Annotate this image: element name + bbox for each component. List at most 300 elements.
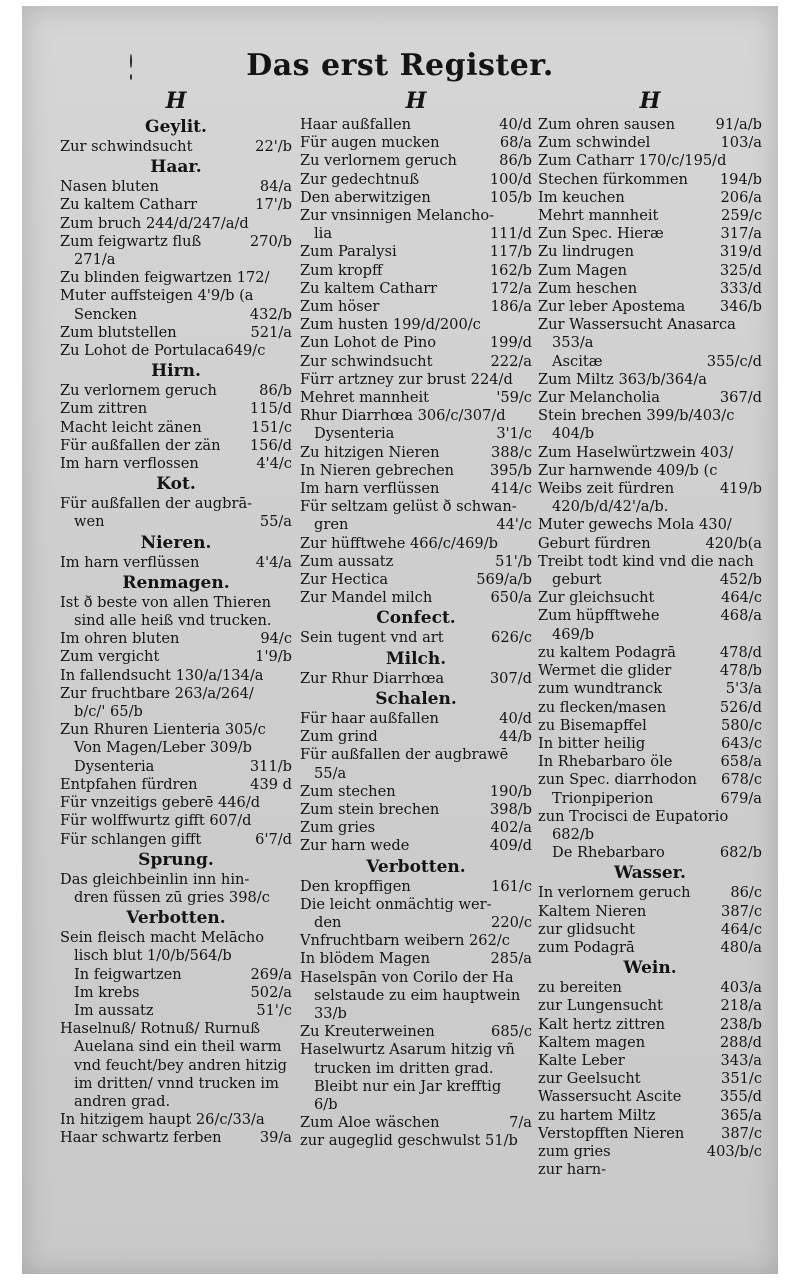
index-subheading: [60, 532, 292, 554]
entry-text: In hitzigem haupt 26/c/33/a: [60, 1111, 265, 1129]
page-reference: 311/b: [249, 757, 292, 775]
page-reference: 285/a: [490, 950, 532, 968]
page-reference: 521/a: [250, 323, 292, 341]
entry-text: Dysenteria: [74, 757, 155, 775]
entry-text: Zur Wassersucht Anasarca: [538, 316, 736, 334]
entry-text: Macht leicht zänen: [60, 418, 202, 436]
index-entry: [300, 189, 532, 207]
page-reference: 288/d: [719, 1033, 762, 1051]
entry-text: Nasen bluten: [60, 178, 159, 196]
entry-text: Trionpiperion: [552, 789, 654, 807]
index-entry: [300, 837, 532, 855]
entry-text: Im krebs: [74, 983, 140, 1001]
entry-text: Wein.: [623, 958, 677, 979]
entry-text: Zum Haselwürtzwein 403/: [538, 443, 734, 461]
entry-text: Milch.: [385, 648, 447, 669]
index-entry: [538, 316, 762, 334]
index-entry: [538, 1125, 762, 1143]
page-reference: 626/c: [491, 629, 532, 647]
index-entry: [538, 280, 762, 298]
index-entry: [60, 495, 292, 513]
entry-text: Für vnzeitigs geberē 446/d: [60, 794, 261, 812]
index-entry: [300, 152, 532, 170]
entry-text: Zun Spec. Hieræ: [538, 225, 664, 243]
page-reference: 365/a: [720, 1106, 762, 1124]
index-entry: [300, 353, 532, 371]
index-entry: [300, 1060, 532, 1078]
entry-text: wen: [74, 513, 105, 531]
entry-text: Zum Catharr 170/c/195/d: [538, 152, 727, 170]
entry-text: zun Spec. diarrhodon: [538, 771, 697, 789]
entry-text: zum Podagrā: [538, 938, 635, 956]
entry-text: In Nieren gebrechen: [300, 461, 455, 479]
entry-text: zur harn-: [538, 1161, 607, 1179]
index-subheading: [300, 688, 532, 710]
entry-text: 271/a: [74, 251, 116, 269]
page-reference: 44/b: [499, 728, 532, 746]
index-entry: [538, 735, 762, 753]
index-entry: [300, 1114, 532, 1132]
entry-text: Stechen fürkommen: [538, 170, 688, 188]
index-entry: [60, 215, 292, 233]
entry-text: Bleibt nur ein Jar krefftig: [314, 1077, 502, 1095]
page-reference: 17'/b: [255, 196, 292, 214]
page-reference: 7/a: [509, 1114, 532, 1132]
page-reference: 464/c: [721, 589, 762, 607]
section-letter: H: [639, 88, 661, 114]
page-reference: 51'/b: [495, 552, 532, 570]
index-entry: [300, 316, 532, 334]
page-reference: 569/a/b: [476, 571, 532, 589]
page-reference: 388/c: [491, 443, 532, 461]
index-entry: [538, 626, 762, 644]
entry-text: zu bereiten: [538, 979, 622, 997]
index-entry: [300, 914, 532, 932]
page-reference: 355/d: [719, 1088, 762, 1106]
index-entry: [60, 1075, 292, 1093]
index-subheading: [60, 156, 292, 178]
page-reference: 84/a: [259, 178, 292, 196]
index-entry: [300, 116, 532, 134]
entry-text: Dysenteria: [314, 425, 395, 443]
index-entry: [300, 728, 532, 746]
index-entry: [300, 1041, 532, 1059]
index-entry: [60, 287, 292, 305]
index-entry: [300, 407, 532, 425]
entry-text: 420/b/d/42'/a/b.: [552, 498, 669, 516]
page-reference: 55/a: [259, 513, 292, 531]
index-entry: [60, 455, 292, 473]
page-reference: 186/a: [490, 298, 532, 316]
entry-text: Zum husten 199/d/200/c: [300, 316, 481, 334]
index-entry: [300, 553, 532, 571]
index-entry: [60, 929, 292, 947]
entry-text: Renmagen.: [122, 572, 230, 593]
index-entry: [538, 1034, 762, 1052]
entry-text: Zur gedechtnuß: [300, 170, 420, 188]
page-reference: '59/c: [496, 389, 532, 407]
index-entry: [300, 1132, 532, 1150]
page-reference: 44'/c: [496, 516, 532, 534]
index-entry: [538, 1016, 762, 1034]
index-entry: [60, 739, 292, 757]
index-entry: [538, 262, 762, 280]
entry-text: Zur harnwende 409/b (c: [538, 461, 718, 479]
index-entry: [538, 662, 762, 680]
page-reference: 478/d: [719, 643, 762, 661]
entry-text: In blödem Magen: [300, 950, 431, 968]
index-entry: [300, 207, 532, 225]
entry-text: Auelana sind ein theil warm: [74, 1038, 282, 1056]
entry-text: andren grad.: [74, 1092, 171, 1110]
index-entry: [60, 667, 292, 685]
page-reference: 387/c: [721, 1124, 762, 1142]
index-entry: [300, 535, 532, 553]
entry-text: Zum feigwartz fluß: [60, 232, 202, 250]
page-reference: 346/b: [719, 298, 762, 316]
index-entry: [538, 680, 762, 698]
index-subheading: [60, 473, 292, 495]
entry-text: Vnfruchtbarn weibern 262/c: [300, 932, 510, 950]
page-reference: 317/a: [720, 225, 762, 243]
index-entry: [538, 884, 762, 902]
page-reference: 432/b: [249, 305, 292, 323]
page-reference: 679/a: [720, 789, 762, 807]
index-subheading: [60, 572, 292, 594]
page-reference: 333/d: [719, 279, 762, 297]
entry-text: Mehrt mannheit: [538, 207, 659, 225]
index-entry: [300, 462, 532, 480]
entry-text: Haar außfallen: [300, 116, 412, 133]
index-entry: [60, 703, 292, 721]
index-entry: [538, 553, 762, 571]
page-reference: 91/a/b: [715, 116, 762, 133]
page-reference: 580/c: [721, 716, 762, 734]
entry-text: Kaltem Nieren: [538, 902, 647, 920]
page-reference: 526/d: [719, 698, 762, 716]
index-entry: [60, 831, 292, 849]
entry-text: zur Lungensucht: [538, 997, 663, 1015]
entry-text: Wermet die glider: [538, 662, 672, 680]
entry-text: zu kaltem Podagrā: [538, 643, 676, 661]
index-entry: [60, 233, 292, 251]
entry-text: den: [314, 913, 342, 931]
index-subheading: [300, 856, 532, 878]
page-reference: 100/d: [489, 170, 532, 188]
entry-text: Schalen.: [375, 688, 457, 709]
page-reference: 403/b/c: [706, 1142, 762, 1160]
page-reference: 325/d: [719, 261, 762, 279]
page-reference: 222/a: [490, 352, 532, 370]
index-entry: [60, 138, 292, 156]
index-entry: [538, 225, 762, 243]
index-entry: [538, 207, 762, 225]
index-entry: [538, 753, 762, 771]
entry-text: Zu kaltem Catharr: [60, 196, 198, 214]
entry-text: In Rhebarbaro öle: [538, 753, 673, 771]
page-reference: 40/d: [499, 116, 532, 133]
index-entry: [300, 280, 532, 298]
entry-text: Stein brechen 399/b/403/c: [538, 407, 735, 425]
entry-text: lisch blut 1/0/b/564/b: [74, 947, 232, 965]
page-reference: 194/b: [719, 170, 762, 188]
entry-text: Zum stein brechen: [300, 800, 440, 818]
entry-text: Zu blinden feigwartzen 172/: [60, 269, 270, 287]
entry-text: Zur Mandel milch: [300, 589, 433, 607]
index-entry: [300, 1096, 532, 1114]
page-reference: 172/a: [490, 279, 532, 297]
page-reference: 502/a: [250, 983, 292, 1001]
ink-speck: [130, 54, 132, 68]
index-entry: [300, 262, 532, 280]
entry-text: Rhur Diarrhœa 306/c/307/d: [300, 407, 506, 425]
index-subheading: [538, 862, 762, 884]
entry-text: Den kropffigen: [300, 877, 411, 895]
page-reference: 643/c: [721, 734, 762, 752]
entry-text: Zum vergicht: [60, 648, 160, 666]
entry-text: Zur leber Apostema: [538, 298, 686, 316]
page-reference: 22'/b: [255, 138, 292, 155]
section-letter: H: [405, 88, 427, 114]
index-entry: [300, 987, 532, 1005]
page-reference: 402/a: [490, 819, 532, 837]
page-reference: 4'4/c: [256, 455, 292, 473]
entry-list: [60, 116, 292, 1148]
page-reference: 162/b: [489, 261, 532, 279]
entry-text: Zu kaltem Catharr: [300, 279, 438, 297]
index-subheading: [60, 849, 292, 871]
entry-text: zun Trocisci de Eupatorio: [538, 807, 729, 825]
index-entry: [538, 480, 762, 498]
entry-text: 682/b: [552, 825, 595, 843]
index-entry: [538, 939, 762, 957]
entry-text: Zur harn wede: [300, 837, 410, 855]
entry-text: Zu Lohot de Portulaca649/c: [60, 342, 266, 360]
index-entry: [60, 871, 292, 889]
entry-text: Für seltzam gelüst ð schwan-: [300, 498, 517, 516]
page-reference: 190/b: [489, 782, 532, 800]
index-entry: [60, 400, 292, 418]
entry-text: Sein fleisch macht Melācho: [60, 929, 264, 947]
entry-text: zu Bisemapffel: [538, 716, 647, 734]
index-entry: [538, 171, 762, 189]
entry-text: zur Geelsucht: [538, 1070, 641, 1088]
entry-text: sind alle heiß vnd trucken.: [74, 612, 272, 630]
index-entry: [60, 966, 292, 984]
entry-text: Zum grind: [300, 728, 378, 746]
index-entry: [60, 419, 292, 437]
index-entry: [300, 819, 532, 837]
page-reference: 439 d: [250, 775, 292, 793]
entry-text: Zum gries: [300, 819, 376, 837]
index-entry: [300, 480, 532, 498]
page-reference: 355/c/d: [706, 352, 762, 370]
index-entry: [60, 721, 292, 739]
index-entry: [538, 808, 762, 826]
entry-text: Kaltem magen: [538, 1033, 646, 1051]
entry-text: Für wolffwurtz gifft 607/d: [60, 812, 252, 830]
index-entry: [538, 997, 762, 1015]
entry-text: Verstopfften Nieren: [538, 1124, 685, 1142]
index-entry: [60, 1093, 292, 1111]
index-entry: [300, 334, 532, 352]
index-entry: [60, 630, 292, 648]
index-entry: [538, 462, 762, 480]
index-entry: [538, 571, 762, 589]
index-entry: [60, 306, 292, 324]
entry-text: Zur Rhur Diarrhœa: [300, 669, 445, 687]
entry-text: zum gries: [538, 1142, 611, 1160]
page-reference: 1'9/b: [255, 648, 292, 666]
index-entry: [300, 878, 532, 896]
index-subheading: [60, 907, 292, 929]
index-entry: [60, 437, 292, 455]
index-entry: [538, 607, 762, 625]
entry-text: In verlornem geruch: [538, 884, 691, 902]
index-entry: [300, 298, 532, 316]
entry-text: Haselnuß/ Rotnuß/ Rurnuß: [60, 1020, 260, 1038]
entry-text: Sprung.: [138, 849, 214, 870]
index-entry: [538, 116, 762, 134]
index-entry: [538, 1070, 762, 1088]
entry-text: Verbotten.: [366, 856, 466, 877]
index-entry: [300, 746, 532, 764]
index-entry: [300, 801, 532, 819]
page-reference: 86/b: [259, 382, 292, 400]
entry-text: 6/b: [314, 1095, 338, 1113]
index-entry: [60, 612, 292, 630]
index-entry: [300, 950, 532, 968]
page-reference: 5'3/a: [725, 680, 762, 698]
index-subheading: [538, 957, 762, 979]
index-entry: [538, 498, 762, 516]
index-entry: [300, 969, 532, 987]
page-reference: 111/d: [489, 225, 532, 243]
entry-text: Ist ð beste von allen Thieren: [60, 593, 272, 611]
index-entry: [300, 1023, 532, 1041]
entry-text: 469/b: [552, 625, 595, 643]
entry-text: Zum schwindel: [538, 134, 651, 152]
entry-text: zum wundtranck: [538, 680, 663, 698]
entry-text: b/c/' 65/b: [74, 703, 143, 721]
index-entry: [538, 516, 762, 534]
entry-text: Zu verlornem geruch: [60, 382, 217, 400]
index-entry: [60, 269, 292, 287]
entry-text: Treibt todt kind vnd die nach: [538, 552, 754, 570]
page-reference: 4'4/a: [255, 553, 292, 571]
index-entry: [538, 826, 762, 844]
index-entry: [538, 189, 762, 207]
entry-text: Im harn verflossen: [60, 455, 199, 473]
index-column-3: [538, 86, 762, 1179]
index-entry: [538, 589, 762, 607]
index-entry: [538, 699, 762, 717]
page-reference: 220/c: [491, 913, 532, 931]
page-reference: 307/d: [489, 669, 532, 687]
page-reference: 103/a: [720, 134, 762, 152]
entry-text: Die leicht onmächtig wer-: [300, 895, 492, 913]
index-entry: [300, 516, 532, 534]
index-subheading: [60, 116, 292, 138]
index-entry: [60, 794, 292, 812]
index-entry: [60, 324, 292, 342]
page-reference: 115/d: [249, 400, 292, 418]
entry-text: Entpfahen fürdren: [60, 775, 198, 793]
entry-text: Den aberwitzigen: [300, 188, 431, 206]
page-reference: 199/d: [489, 334, 532, 352]
index-entry: [538, 444, 762, 462]
index-entry: [300, 670, 532, 688]
index-entry: [538, 243, 762, 261]
page-reference: 468/a: [720, 607, 762, 625]
page-reference: 218/a: [720, 997, 762, 1015]
entry-text: 404/b: [552, 425, 595, 443]
entry-text: Zur gleichsucht: [538, 589, 655, 607]
entry-text: Confect.: [376, 608, 456, 629]
entry-text: Zum höser: [300, 298, 380, 316]
entry-list: [538, 116, 762, 1179]
entry-text: In fallendsucht 130/a/134/a: [60, 666, 264, 684]
entry-text: Für schlangen gifft: [60, 830, 202, 848]
index-subheading: [300, 648, 532, 670]
index-entry: [60, 196, 292, 214]
page-reference: 238/b: [719, 1015, 762, 1033]
entry-text: Mehret mannheit: [300, 389, 429, 407]
entry-text: dren füssen zū gries 398/c: [74, 888, 270, 906]
entry-text: Sein tugent vnd art: [300, 629, 444, 647]
entry-text: Wassersucht Ascite: [538, 1088, 682, 1106]
entry-text: Zu Kreuterweinen: [300, 1023, 435, 1041]
page-reference: 259/c: [721, 207, 762, 225]
entry-text: im dritten/ vnnd trucken im: [74, 1074, 279, 1092]
entry-text: selstaude zu eim hauptwein: [314, 986, 521, 1004]
entry-text: Zum heschen: [538, 279, 638, 297]
entry-text: Zun Lohot de Pino: [300, 334, 437, 352]
entry-text: Fürr artzney zur brust 224/d: [300, 370, 513, 388]
entry-text: zu hartem Miltz: [538, 1106, 656, 1124]
index-entry: [538, 717, 762, 735]
entry-text: Zum bruch 244/d/247/a/d: [60, 214, 249, 232]
index-entry: [300, 589, 532, 607]
index-entry: [60, 1057, 292, 1075]
page-reference: 86/c: [730, 884, 762, 902]
entry-text: Zu verlornem geruch: [300, 152, 457, 170]
index-entry: [538, 1143, 762, 1161]
index-entry: [60, 758, 292, 776]
page-reference: 105/b: [489, 188, 532, 206]
entry-text: Zu lindrugen: [538, 243, 635, 261]
page-reference: 387/c: [721, 902, 762, 920]
entry-text: De Rhebarbaro: [552, 844, 665, 862]
page-reference: 452/b: [719, 571, 762, 589]
entry-text: Hirn.: [151, 361, 201, 382]
page-reference: 6'7/d: [255, 830, 292, 848]
entry-text: Haar schwartz ferben: [60, 1129, 222, 1147]
page-reference: 414/c: [491, 480, 532, 498]
index-subheading: [60, 360, 292, 382]
entry-text: Im aussatz: [74, 1001, 154, 1019]
entry-text: Zum aussatz: [300, 552, 394, 570]
index-entry: [60, 685, 292, 703]
index-entry: [60, 648, 292, 666]
page-reference: 156/d: [249, 436, 292, 454]
index-entry: [300, 783, 532, 801]
page-reference: 161/c: [491, 877, 532, 895]
index-entry: [60, 1111, 292, 1129]
index-entry: [300, 629, 532, 647]
index-entry: [538, 535, 762, 553]
index-entry: [60, 513, 292, 531]
